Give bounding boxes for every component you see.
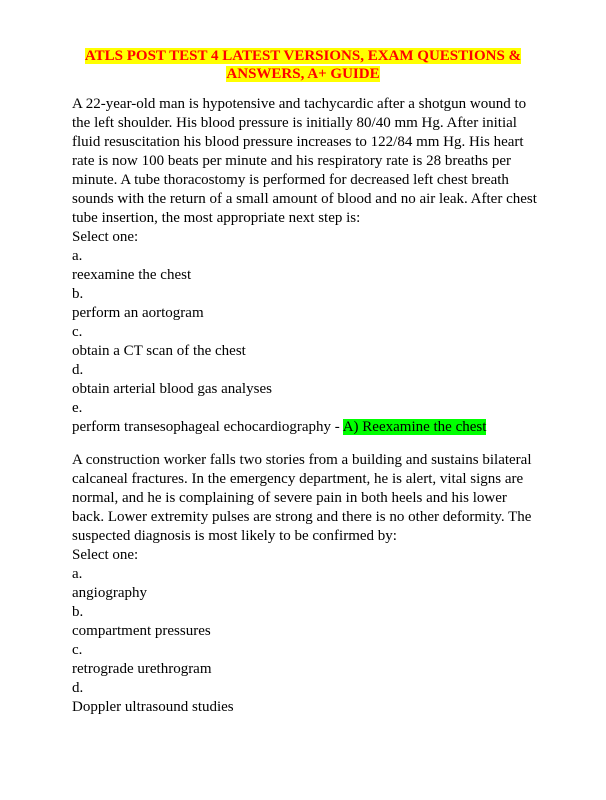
question-2-option-b-text: compartment pressures <box>72 623 211 639</box>
question-1-option-d-letter: d. <box>72 362 84 378</box>
question-2-option-d-text: Doppler ultrasound studies <box>72 699 234 715</box>
question-1-option-e-letter: e. <box>72 400 83 416</box>
question-1-option-c-letter: c. <box>72 324 83 340</box>
question-1-option-b-letter: b. <box>72 286 84 302</box>
question-1-option-a-text: reexamine the chest <box>72 267 192 283</box>
question-2 <box>72 451 542 717</box>
question-2-option-c-text: retrograde urethrogram <box>72 661 212 677</box>
question-2-option-b-letter: b. <box>72 604 84 620</box>
question-1-stem: A 22-year-old man is hypotensive and tachycardic after a shotgun wound to the left shoulder. His blood pressure is initially 80/40 mm Hg. After initial fluid resuscitation his blood pressure increases to 122/84 mm Hg. His heart rate is now 100 beats per minute and his respiratory rate is 28 breaths per minute. A tube thoracostomy is performed for decreased left chest breath sounds with the return of a small amount of blood and no air leak. After chest tube insertion, the most appropriate next step is: <box>72 96 537 226</box>
question-2-option-c-letter: c. <box>72 642 83 658</box>
question-1-option-a-letter: a. <box>72 248 83 264</box>
question-1 <box>72 95 542 437</box>
question-2-option-a-letter: a. <box>72 566 83 582</box>
question-2-option-d-letter: d. <box>72 680 84 696</box>
question-1-answer: A) Reexamine the chest <box>342 419 487 435</box>
question-1-option-e-text: perform transesophageal echocardiography - <box>72 419 343 435</box>
document-title-text: ATLS POST TEST 4 LATEST VERSIONS, EXAM QUESTIONS & ANSWERS, A+ GUIDE <box>84 48 522 82</box>
question-2-stem: A construction worker falls two stories from a building and sustains bilateral calcaneal fractures. In the emergency department, he is alert, vital signs are normal, and he is complaining of severe pain in both heels and his lower back. Lower extremity pulses are strong and there is no other deformity. The suspected diagnosis is most likely to be confirmed by: <box>72 452 532 544</box>
question-1-option-c-text: obtain a CT scan of the chest <box>72 343 246 359</box>
question-1-option-b-text: perform an aortogram <box>72 305 204 321</box>
question-2-option-a-text: angiography <box>72 585 147 601</box>
question-1-prompt: Select one: <box>72 229 139 245</box>
document-title <box>60 47 546 83</box>
question-2-prompt: Select one: <box>72 547 139 563</box>
question-1-option-d-text: obtain arterial blood gas analyses <box>72 381 272 397</box>
question-1-option-e <box>72 418 542 437</box>
